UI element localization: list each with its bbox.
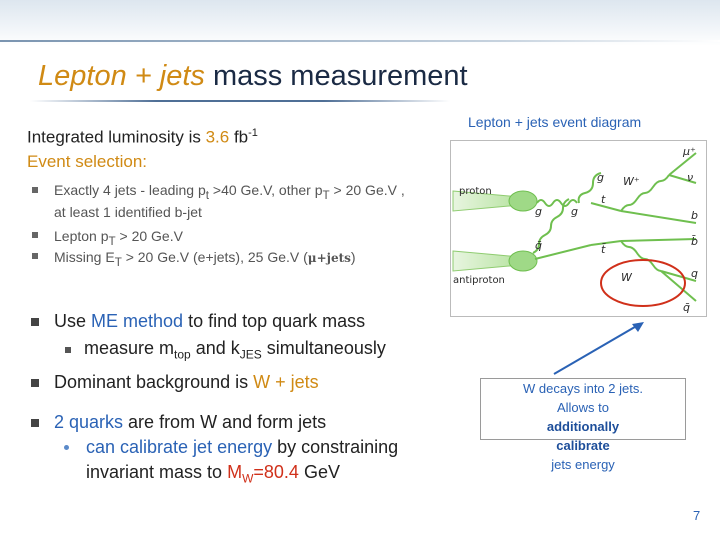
antiproton-label: antiproton <box>453 275 505 286</box>
feynman-diagram-svg <box>451 141 706 316</box>
w-line <box>621 241 661 271</box>
text: Lepton p <box>54 227 109 244</box>
antitop-line-seg <box>591 241 621 245</box>
gluon-label-1: g <box>535 205 542 218</box>
w-label: W <box>621 271 632 284</box>
w-plus-label: W⁺ <box>623 175 640 188</box>
selection-list <box>30 182 405 276</box>
w-decay-highlight <box>601 260 685 306</box>
gluon-label-3: g <box>597 171 604 184</box>
luminosity-unit: fb <box>229 127 249 147</box>
list-item <box>30 308 386 369</box>
list-item <box>30 249 405 271</box>
text: Exactly 4 jets - leading p <box>54 182 206 198</box>
luminosity-exponent: -1 <box>248 127 258 139</box>
text: > 20 Ge.V (e+jets), 25 Ge.V ( <box>121 248 308 265</box>
sub-bullets <box>54 335 386 369</box>
text: Dominant background is <box>54 371 254 392</box>
antiproton-blob <box>509 251 537 271</box>
top-label: t <box>601 193 606 206</box>
subscript: JES <box>239 347 262 362</box>
bbar-label: b̄ <box>691 235 698 248</box>
text: μ+jets <box>307 250 351 265</box>
text: Missing E <box>54 248 115 265</box>
b-line <box>621 211 696 223</box>
note-line <box>481 436 685 474</box>
text: >40 Ge.V, other p <box>209 182 323 198</box>
event-selection-heading: Event selection: <box>27 152 148 171</box>
gluon-label-2: g <box>571 205 578 218</box>
callout-arrow <box>540 318 650 380</box>
selection-item-line: at least 1 identified b-jet <box>54 203 202 220</box>
quarks-bullet <box>30 410 398 492</box>
proton-label: proton <box>459 186 492 197</box>
luminosity-value: 3.6 <box>205 127 230 147</box>
square-bullet-icon <box>31 318 39 326</box>
qbar-right-label: q̄ <box>683 301 690 314</box>
text: GeV <box>298 462 340 482</box>
subscript: t <box>205 188 209 202</box>
subscript: W <box>242 471 254 486</box>
text: measure m <box>84 338 175 358</box>
square-bullet-icon <box>31 419 39 427</box>
subscript: T <box>108 234 116 248</box>
highlight-text: 2 quarks <box>54 412 124 432</box>
text: > 20 Ge.V , <box>329 182 405 198</box>
text: > 20 Ge.V <box>115 227 183 244</box>
highlight-text: W + jets <box>253 371 319 392</box>
page-number: 7 <box>693 508 701 523</box>
text: by constraining <box>272 437 399 457</box>
square-bullet-icon <box>31 379 39 387</box>
note-line: W decays into 2 jets. <box>523 381 643 396</box>
list-item <box>30 410 398 435</box>
diagram-caption: Lepton + jets event diagram <box>468 114 642 130</box>
text: and k <box>190 338 240 358</box>
bbar-line <box>621 239 696 241</box>
square-bullet-icon <box>65 347 71 353</box>
highlight-text: can calibrate jet energy <box>86 437 273 457</box>
dot-bullet-icon <box>64 445 69 450</box>
text: Use <box>54 311 92 331</box>
bold-text: calibrate <box>556 438 610 453</box>
qbar-left-label: q̄ <box>535 239 542 252</box>
antitop-label: t̄ <box>601 243 606 256</box>
list-item <box>30 435 398 460</box>
page-title <box>38 60 468 93</box>
qbar-line <box>535 245 591 259</box>
bold-text: additionally <box>546 419 620 434</box>
square-bullet-icon <box>32 232 38 238</box>
note-line <box>481 398 685 436</box>
main-bullets <box>30 308 386 396</box>
list-item <box>30 182 405 221</box>
list-item <box>30 369 386 396</box>
header-rule <box>0 40 720 42</box>
subscript: top <box>174 347 191 362</box>
mass-value: =80.4 <box>253 462 299 482</box>
text: simultaneously <box>261 338 386 358</box>
nu-label: ν <box>687 171 694 184</box>
luminosity-line <box>27 127 258 148</box>
square-bullet-icon <box>32 187 38 193</box>
square-bullet-icon <box>32 253 38 259</box>
highlight-text: ME method <box>91 311 184 331</box>
list-item <box>54 335 386 369</box>
list-item <box>30 228 405 250</box>
title-rest: mass measurement <box>204 60 468 92</box>
selection-item-line <box>54 182 405 204</box>
mass-symbol: M <box>227 462 243 482</box>
q-label: q <box>691 267 698 280</box>
subscript: T <box>114 255 122 269</box>
b-label: b <box>691 209 698 222</box>
proton-blob <box>509 191 537 211</box>
list-item-continuation <box>30 460 398 492</box>
text: ) <box>350 248 356 265</box>
text: Allows to <box>556 400 610 415</box>
subscript: T <box>322 188 330 202</box>
text: to find top quark mass <box>183 311 366 331</box>
text: invariant mass to <box>86 462 228 482</box>
title-underline <box>30 100 450 102</box>
luminosity-label: Integrated luminosity is <box>27 127 206 147</box>
w-decay-note <box>480 378 686 472</box>
text: are from W and form jets <box>123 412 327 432</box>
top-line-seg <box>591 203 621 211</box>
feynman-diagram <box>450 140 707 317</box>
mu-plus-label: μ⁺ <box>683 145 696 158</box>
title-highlight: Lepton + jets <box>38 60 205 92</box>
text: jets energy <box>551 457 615 472</box>
